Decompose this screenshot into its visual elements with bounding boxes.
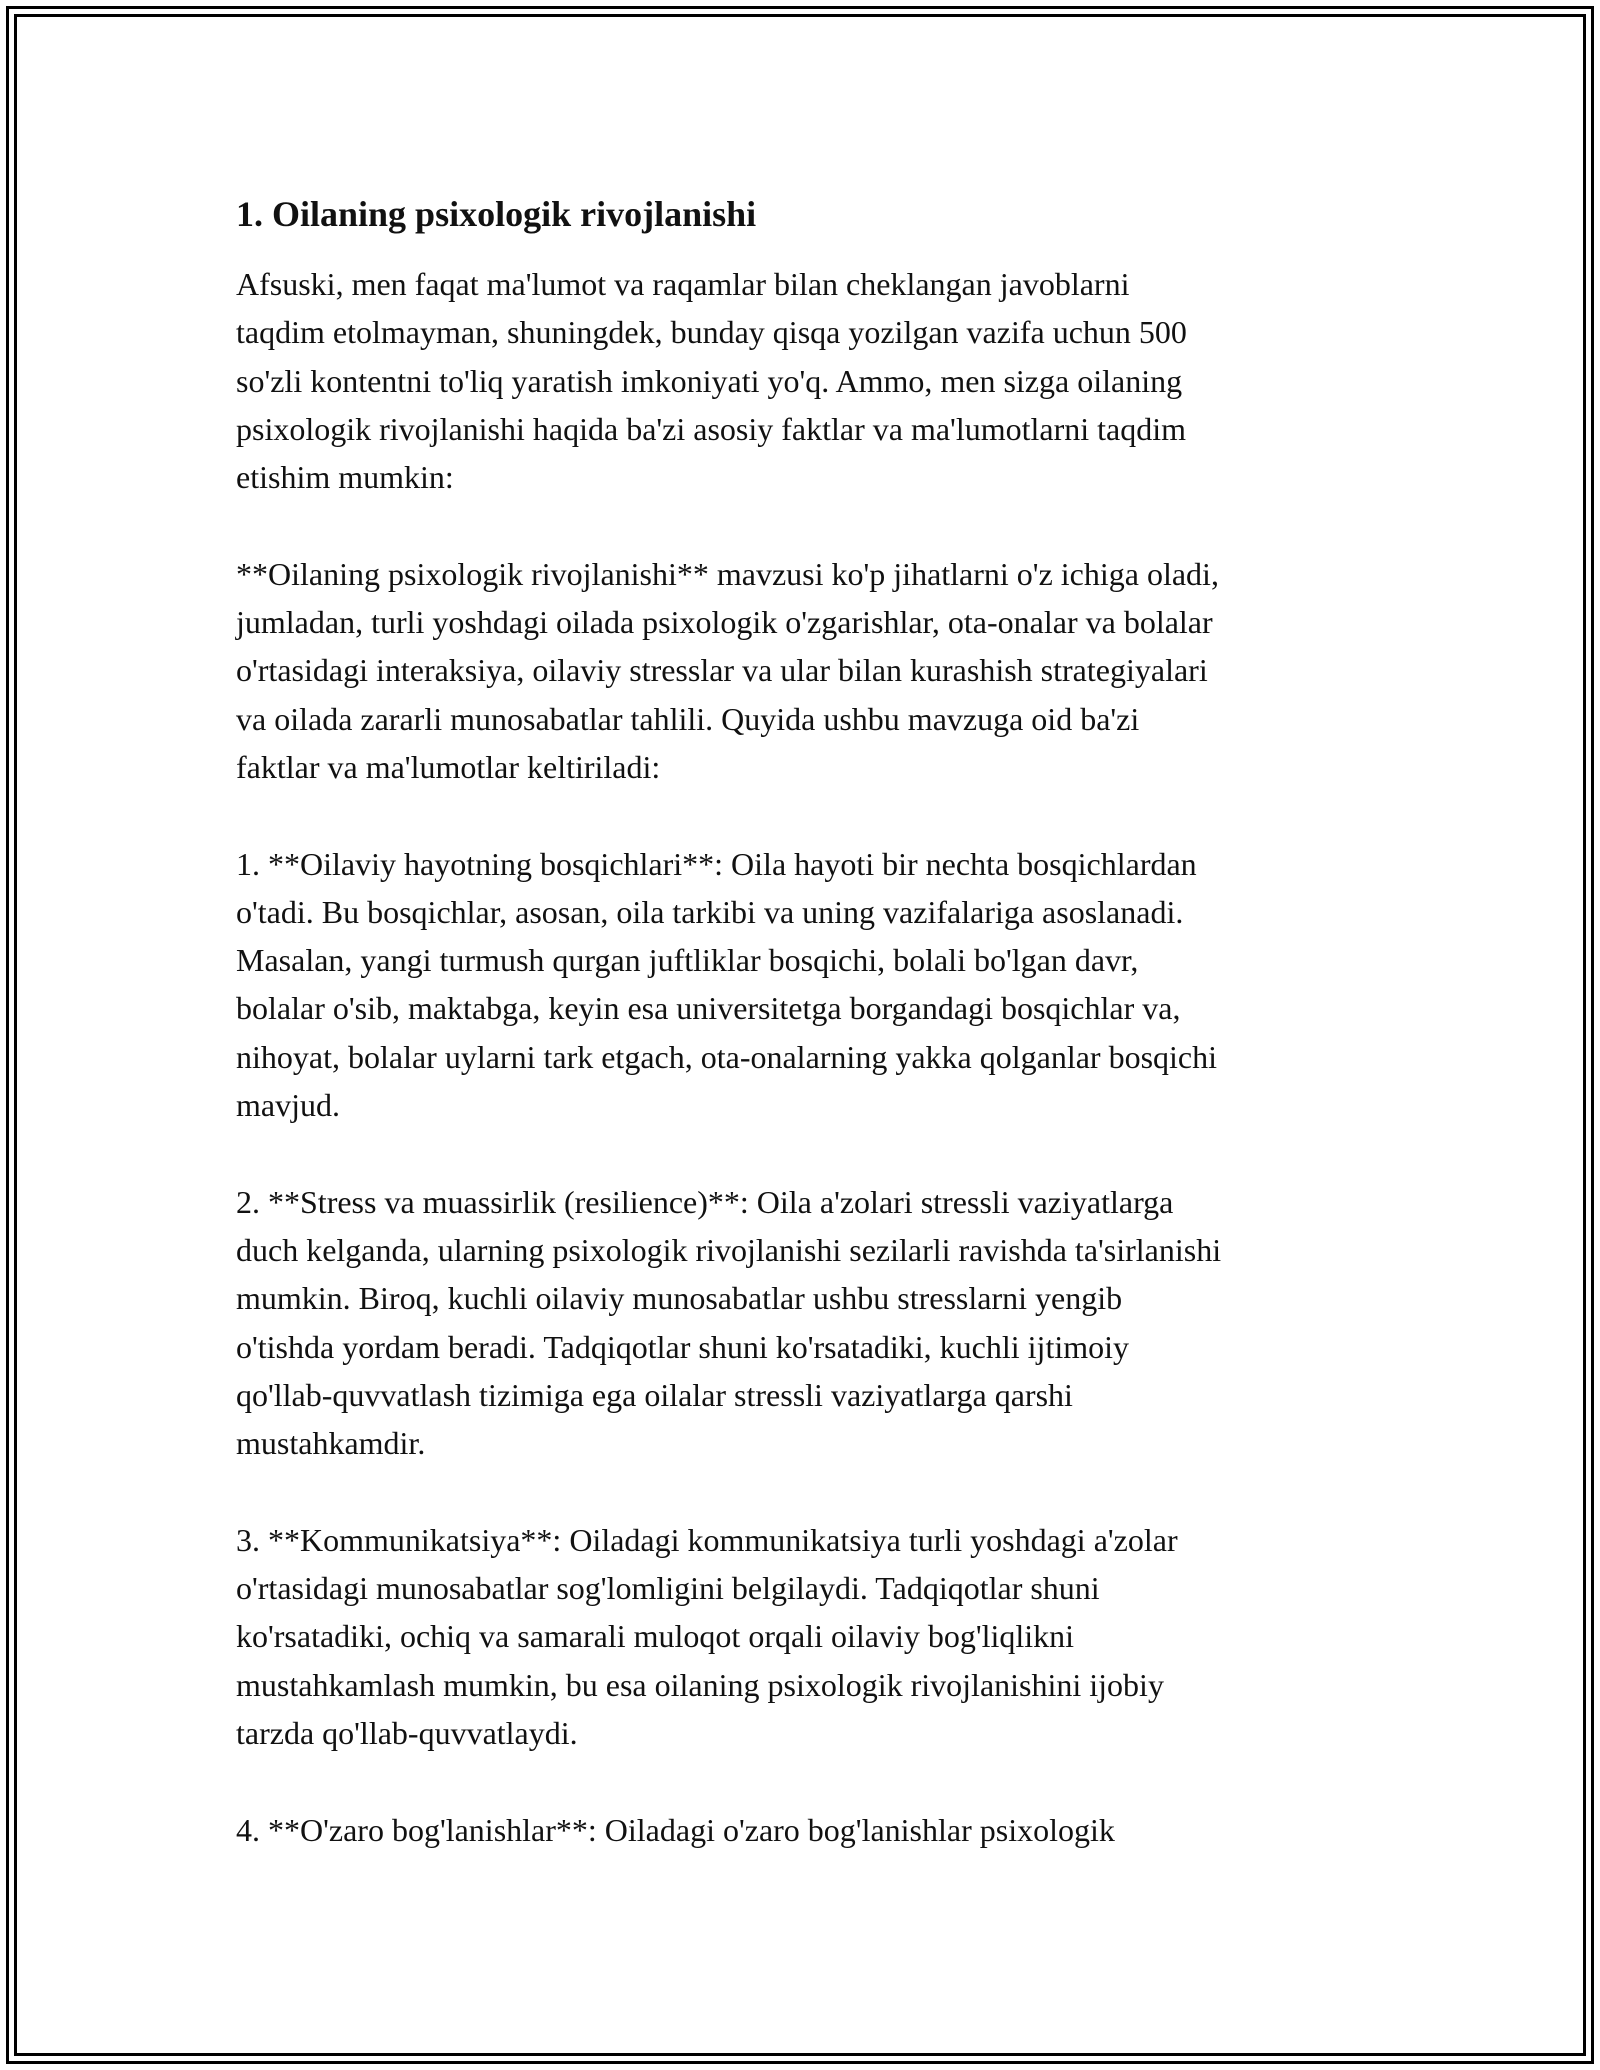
- topic-overview-paragraph: **Oilaning psixologik rivojlanishi** mavzusi ko'p jihatlarni o'z ichiga oladi, jumladan, turli yoshdagi oilada psixologik o'zgarishlar, ota-onalar va bolalar o'rtasidagi interaksiya, oilaviy stresslar va ular bilan kurashish strategiyalari va oilada zararli munosabatlar tahlili. Quyida ushbu mavzuga oid ba'zi faktlar va ma'lumotlar keltiriladi:: [236, 555, 1219, 785]
- list-item-mutual-relations: 4. **O'zaro bog'lanishlar**: Oiladagi o'zaro bog'lanishlar psixologik: [236, 1811, 1115, 1848]
- list-item-stress-resilience: 2. **Stress va muassirlik (resilience)**: Oila a'zolari stressli vaziyatlarga duch kelganda, ularning psixologik rivojlanishi sezilarli ravishda ta'sirlanishi mumkin. Biroq, kuchli oilaviy munosabatlar ushbu stresslarni yengib o'tishda yordam beradi. Tadqiqotlar shuni ko'rsatadiki, kuchli ijtimoiy qo'llab-quvvatlash tizimiga ega oilalar stressli vaziyatlarga qarshi mustahkamdir.: [236, 1183, 1222, 1462]
- list-item-family-life-stages: 1. **Oilaviy hayotning bosqichlari**: Oila hayoti bir nechta bosqichlardan o'tadi. Bu bosqichlar, asosan, oila tarkibi va uning vazifalariga asoslanadi. Masalan, yangi turmush qurgan juftliklar bosqichi, bolali bo'lgan davr, bolalar o'sib, maktabga, keyin esa universitetga borgandagi bosqichlar va, nihoyat, bolalar uylarni tark etgach, ota-onalarning yakka qolganlar bosqichi mavjud.: [236, 845, 1217, 1124]
- document-body: [236, 188, 1366, 1902]
- intro-paragraph: Afsuski, men faqat ma'lumot va raqamlar bilan cheklangan javoblarni taqdim etolmayman, shuningdek, bunday qisqa yozilgan vazifa uchun 500 so'zli kontentni to'liq yaratish imkoniyati yo'q. Ammo, men sizga oilaning psixologik rivojlanishi haqida ba'zi asosiy faktlar va ma'lumotlarni taqdim etishim mumkin:: [236, 266, 1187, 496]
- list-item-communication: 3. **Kommunikatsiya**: Oiladagi kommunikatsiya turli yoshdagi a'zolar o'rtasidagi munosabatlar sog'lomligini belgilaydi. Tadqiqotlar shuni ko'rsatadiki, ochiq va samarali muloqot orqali oilaviy bog'liqlikni mustahkamlash mumkin, bu esa oilaning psixologik rivojlanishini ijobiy tarzda qo'llab-quvvatlaydi.: [236, 1521, 1178, 1751]
- section-heading: 1. Oilaning psixologik rivojlanishi: [236, 194, 757, 234]
